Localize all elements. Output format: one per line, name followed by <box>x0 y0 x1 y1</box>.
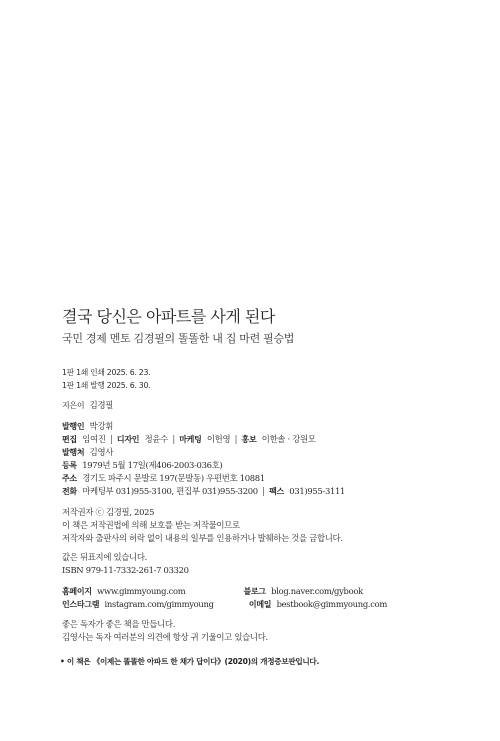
editing-name: 임여진 <box>82 434 106 444</box>
pr-label: 홍보 <box>241 435 257 444</box>
isbn-line: ISBN 979-11-7332-261-7 03320 <box>62 565 189 575</box>
address-value: 경기도 파주시 문발로 197(문발동) 우편번호 10881 <box>82 473 265 483</box>
blog-value: blog.naver.com/gybook <box>271 586 363 596</box>
author-name: 김경필 <box>89 400 114 410</box>
instagram-label: 인스타그램 <box>62 600 100 609</box>
registration-value: 1979년 5월 17일(제406-2003-036호) <box>82 460 223 470</box>
edition-note: • 이 책은 《이제는 똘똘한 아파트 한 채가 답이다》(2020)의 개정증보판입니다. <box>60 657 320 666</box>
address-label: 주소 <box>62 474 77 483</box>
email-value: bestbook@gimmyoung.com <box>276 599 388 609</box>
fax-label: 팩스 <box>269 487 284 496</box>
copyright-line-3: 저작자와 출판사의 허락 없이 내용의 일부를 인용하거나 발췌하는 것을 금합니다. <box>62 533 343 543</box>
blog-label: 블로그 <box>243 587 266 596</box>
editing-label: 편집 <box>62 435 77 444</box>
price-info <box>62 551 189 577</box>
design-name: 정윤수 <box>144 434 168 444</box>
author-label: 지은이 <box>62 401 85 410</box>
price-line: 값은 뒤표지에 있습니다. <box>62 552 147 562</box>
copyright-notice <box>62 506 343 545</box>
first-print-line: 1판 1쇄 인쇄 2025. 6. 23. <box>62 368 151 377</box>
publisher-info <box>62 420 345 498</box>
fax-value: 031)955-3111 <box>289 486 346 496</box>
separator: | <box>172 434 175 444</box>
copyright-line-2: 이 책은 저작권법에 의해 보호를 받는 저작물이므로 <box>62 520 240 530</box>
separator: | <box>109 434 113 444</box>
closing-message <box>62 618 268 644</box>
email-label: 이메일 <box>248 600 272 609</box>
closing-line-1: 좋은 독자가 좋은 책을 만듭니다. <box>62 619 176 629</box>
book-subtitle: 국민 경제 멘토 김경필의 똘똘한 내 집 마련 필승법 <box>62 332 295 345</box>
homepage-label: 홈페이지 <box>62 587 92 596</box>
marketing-name: 이헌영 <box>206 434 231 444</box>
contact-info <box>62 585 387 611</box>
book-title: 결국 당신은 아파트를 사게 된다 <box>62 307 275 326</box>
registration-label: 등록 <box>62 461 77 470</box>
closing-line-2: 김영사는 독자 여러분의 의견에 항상 귀 기울이고 있습니다. <box>62 632 268 642</box>
separator: | <box>234 434 238 444</box>
design-label: 디자인 <box>116 435 140 444</box>
author-info <box>62 399 113 412</box>
copyright-line-1: 저작권자 ⓒ 김경필, 2025 <box>62 507 155 517</box>
first-publish-line: 1판 1쇄 발행 2025. 6. 30. <box>62 381 151 390</box>
pr-name: 이한솔 · 강원모 <box>261 434 316 444</box>
publisher-name: 박강휘 <box>89 421 114 431</box>
homepage-value: www.gimmyoung.com <box>97 586 186 596</box>
printing-info <box>62 366 150 392</box>
publisher-label: 발행인 <box>62 422 85 431</box>
marketing-label: 마케팅 <box>179 435 202 444</box>
phone-label: 전화 <box>62 487 77 496</box>
house-label: 발행처 <box>62 448 85 457</box>
separator: | <box>262 486 265 496</box>
house-name: 김영사 <box>89 447 114 457</box>
phone-value: 마케팅부 031)955-3100, 편집부 031)955-3200 <box>82 486 258 496</box>
instagram-value: instagram.com/gimmyoung <box>104 599 214 609</box>
